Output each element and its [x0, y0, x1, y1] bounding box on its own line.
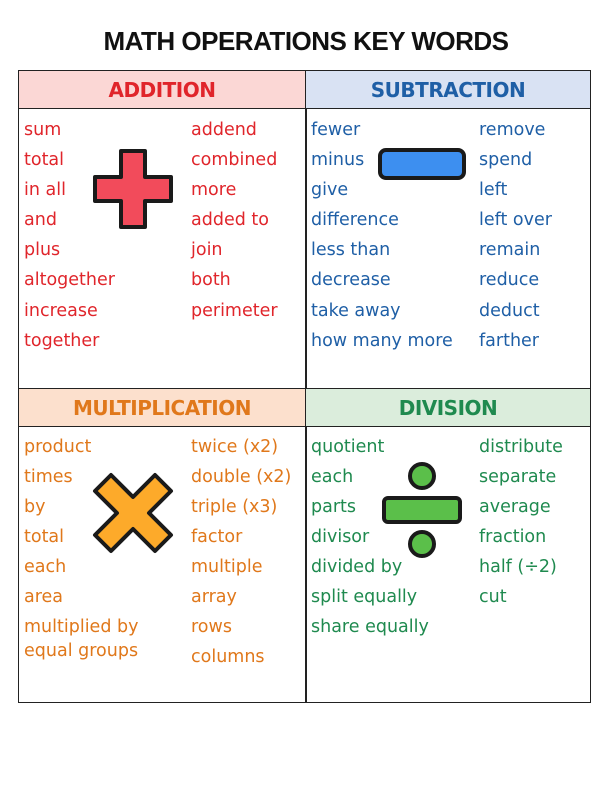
- divide-icon: [380, 461, 464, 559]
- plus-icon: [91, 147, 175, 231]
- addition-word: and: [24, 210, 57, 230]
- multiplication-word: array: [191, 587, 237, 607]
- addition-word: addend: [191, 120, 257, 140]
- times-icon: [91, 471, 175, 555]
- division-word: distribute: [479, 437, 563, 457]
- multiplication-word: total: [24, 527, 65, 547]
- division-word: average: [479, 497, 551, 517]
- addition-word: together: [24, 331, 100, 351]
- multiplication-word: rows: [191, 617, 232, 637]
- multiplication-word: product: [24, 437, 92, 457]
- division-word: split equally: [311, 587, 418, 607]
- multiplication-word: area: [24, 587, 64, 607]
- subtraction-header: SUBTRACTION: [306, 71, 590, 109]
- addition-word: more: [191, 180, 237, 200]
- multiplication-header: MULTIPLICATION: [19, 389, 305, 427]
- multiplication-word: times: [24, 467, 73, 487]
- addition-word: sum: [24, 120, 62, 140]
- subtraction-word: minus: [311, 150, 365, 170]
- subtraction-word: difference: [311, 210, 399, 230]
- multiplication-word: twice (x2): [191, 437, 279, 457]
- subtraction-word: decrease: [311, 270, 391, 290]
- subtraction-word: how many more: [311, 331, 453, 351]
- division-word: half (÷2): [479, 557, 557, 577]
- subtraction-word: spend: [479, 150, 533, 170]
- addition-header: ADDITION: [19, 71, 305, 109]
- subtraction-word: remain: [479, 240, 541, 260]
- multiplication-word: equal groups: [24, 641, 139, 661]
- multiplication-word: multiplied by: [24, 617, 139, 637]
- multiplication-word: triple (x3): [191, 497, 278, 517]
- subtraction-word: farther: [479, 331, 539, 351]
- multiplication-word: multiple: [191, 557, 263, 577]
- multiplication-word: by: [24, 497, 46, 517]
- subtraction-word: less than: [311, 240, 391, 260]
- subtraction-word: deduct: [479, 301, 540, 321]
- addition-word: total: [24, 150, 65, 170]
- subtraction-word: left: [479, 180, 508, 200]
- grid-divider-vertical: [305, 71, 307, 702]
- division-word: divisor: [311, 527, 370, 547]
- subtraction-word: left over: [479, 210, 552, 230]
- addition-word: added to: [191, 210, 269, 230]
- multiplication-word: double (x2): [191, 467, 292, 487]
- subtraction-word: fewer: [311, 120, 361, 140]
- subtraction-word: give: [311, 180, 349, 200]
- subtraction-word: take away: [311, 301, 401, 321]
- division-word: quotient: [311, 437, 385, 457]
- division-word: share equally: [311, 617, 429, 637]
- division-word: cut: [479, 587, 507, 607]
- keywords-grid: [18, 70, 591, 703]
- division-word: separate: [479, 467, 557, 487]
- subtraction-word: remove: [479, 120, 546, 140]
- subtraction-word: reduce: [479, 270, 540, 290]
- division-word: each: [311, 467, 354, 487]
- addition-word: increase: [24, 301, 98, 321]
- division-word: fraction: [479, 527, 547, 547]
- minus-icon: [377, 147, 467, 181]
- division-word: divided by: [311, 557, 403, 577]
- multiplication-word: columns: [191, 647, 265, 667]
- addition-word: plus: [24, 240, 61, 260]
- addition-word: combined: [191, 150, 278, 170]
- addition-word: both: [191, 270, 231, 290]
- addition-word: join: [191, 240, 223, 260]
- multiplication-word: factor: [191, 527, 243, 547]
- addition-word: perimeter: [191, 301, 278, 321]
- page-title: MATH OPERATIONS KEY WORDS: [103, 26, 509, 56]
- division-word: parts: [311, 497, 357, 517]
- addition-word: altogether: [24, 270, 115, 290]
- multiplication-word: each: [24, 557, 67, 577]
- division-header: DIVISION: [306, 389, 590, 427]
- addition-word: in all: [24, 180, 66, 200]
